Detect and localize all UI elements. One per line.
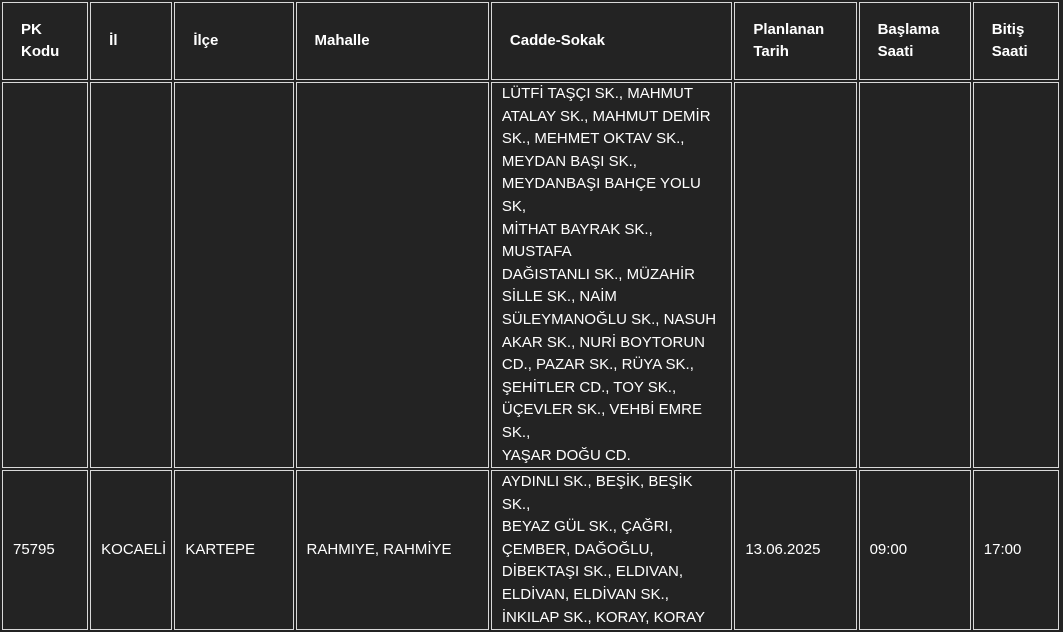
street-line: MİTHAT BAYRAK SK., MUSTAFA xyxy=(501,220,653,261)
cell-ilce: KARTEPE xyxy=(174,470,293,630)
cell-pk xyxy=(2,82,88,468)
street-line: ÜÇEVLER SK., VEHBİ EMRE SK., xyxy=(501,401,702,441)
cell-baslama-saati xyxy=(859,82,971,468)
cell-pk: 75795 xyxy=(2,470,88,630)
cell-cadde-sokak xyxy=(491,82,732,468)
street-line: SÜLEYMANOĞLU SK., NASUH xyxy=(501,310,717,328)
header-mahalle: Mahalle xyxy=(296,2,489,80)
cell-ilce xyxy=(174,82,293,468)
header-pk-line1: PK xyxy=(21,21,42,38)
header-baslama-line2: Saati xyxy=(877,43,914,60)
street-line: YAŞAR DOĞU CD. xyxy=(501,446,631,464)
header-baslama-saati xyxy=(859,2,971,80)
street-line: ÇEMBER, DAĞOĞLU, xyxy=(501,540,654,558)
street-line: AYDINLI SK., BEŞİK, BEŞİK SK., xyxy=(501,473,693,513)
header-bitis-saati xyxy=(973,2,1059,80)
street-line: ATALAY SK., MAHMUT DEMİR xyxy=(501,107,711,125)
cell-mahalle: RAHMIYE, RAHMİYE xyxy=(296,470,489,630)
cell-bitis-saati xyxy=(973,82,1059,468)
header-row xyxy=(2,2,1059,80)
cell-planlanan-tarih: 13.06.2025 xyxy=(734,470,856,630)
street-line: İNKILAP SK., KORAY, KORAY xyxy=(501,608,706,626)
header-tarih-line2: Tarih xyxy=(753,43,789,60)
table-row xyxy=(2,470,1059,630)
cell-il: KOCAELİ xyxy=(90,470,172,630)
cell-cadde-sokak xyxy=(491,470,732,630)
cell-bitis-saati: 17:00 xyxy=(973,470,1059,630)
street-line: ELDİVAN, ELDİVAN SK., xyxy=(501,586,669,604)
street-line: AKAR SK., NURİ BOYTORUN xyxy=(501,333,705,351)
street-line: CD., PAZAR SK., RÜYA SK., xyxy=(501,356,694,374)
header-pk-kodu xyxy=(2,2,88,80)
header-planlanan-tarih xyxy=(734,2,856,80)
street-line: BEYAZ GÜL SK., ÇAĞRI, xyxy=(501,518,673,536)
cell-planlanan-tarih xyxy=(734,82,856,468)
header-baslama-line1: Başlama xyxy=(877,21,940,38)
header-ilce: İlçe xyxy=(174,2,293,80)
cell-il xyxy=(90,82,172,468)
street-line: SİLLE SK., NAİM xyxy=(501,288,617,306)
header-il: İl xyxy=(90,2,172,80)
street-line: DAĞISTANLI SK., MÜZAHİR xyxy=(501,265,695,283)
street-line: ŞEHİTLER CD., TOY SK., xyxy=(501,378,677,396)
street-line: MEYDANBAŞI BAHÇE YOLU SK, xyxy=(501,175,701,215)
cell-baslama-saati: 09:00 xyxy=(859,470,971,630)
header-bitis-line2: Saati xyxy=(991,43,1028,60)
street-line: SK., MEHMET OKTAV SK., xyxy=(501,130,685,148)
cell-mahalle xyxy=(296,82,489,468)
header-tarih-line1: Planlanan xyxy=(753,21,825,38)
header-cadde-sokak: Cadde-Sokak xyxy=(491,2,732,80)
street-line: MEYDAN BAŞI SK., xyxy=(501,152,637,170)
header-pk-line2: Kodu xyxy=(21,43,60,60)
street-line: LÜTFİ TAŞÇI SK., MAHMUT xyxy=(501,85,694,102)
street-line: DİBEKTAŞI SK., ELDIVAN, xyxy=(501,563,684,581)
header-bitis-line1: Bitiş xyxy=(991,21,1025,38)
table-row xyxy=(2,82,1059,468)
